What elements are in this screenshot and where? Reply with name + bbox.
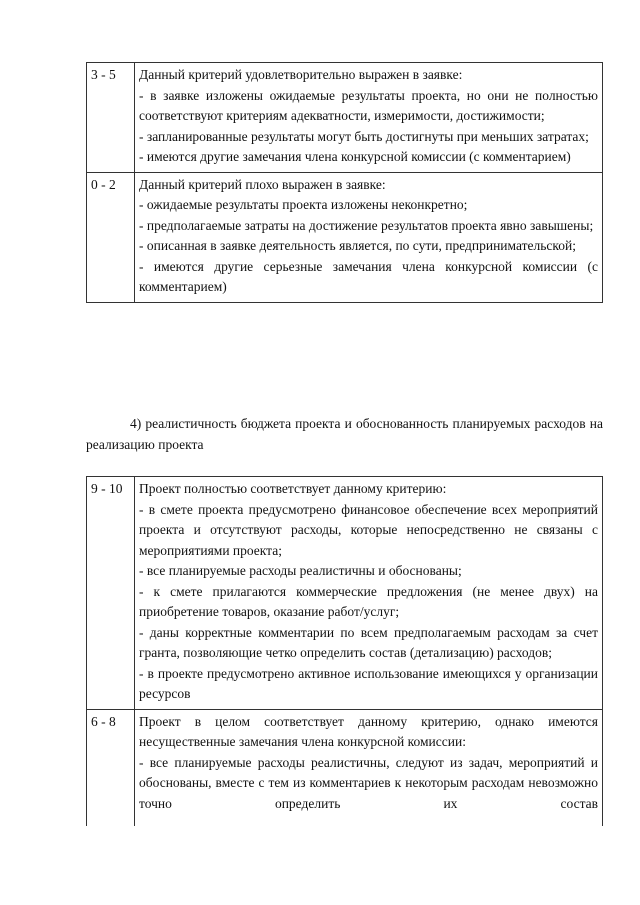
description-line: - в проекте предусмотрено активное использование имеющихся у организации ресурсов [139, 665, 598, 701]
description-line: Проект в целом соответствует данному критерию, однако имеются несущественные замечания члена конкурсной комиссии: [139, 713, 598, 749]
criterion-description [135, 63, 603, 173]
section-heading-text: 4) реалистичность бюджета проекта и обоснованность планируемых расходов на реализацию проекта [86, 416, 603, 452]
description-line: - все планируемые расходы реалистичны и обоснованы; [139, 563, 462, 578]
description-line: - даны корректные комментарии по всем предполагаемым расходам за счет гранта, позволяющие четко определить состав (детализацию) расходов; [139, 624, 598, 660]
table-row [87, 477, 603, 710]
description-line: Данный критерий удовлетворительно выражен в заявке: [139, 67, 463, 82]
description-line: - имеются другие замечания члена конкурсной комиссии (с комментарием) [139, 149, 571, 164]
description-line: - в смете проекта предусмотрено финансовое обеспечение всех мероприятий проекта и отсутствуют расходы, которые непосредственно не связаны с мероприятиями проекта; [139, 501, 598, 558]
description-line: - к смете прилагаются коммерческие предложения (не менее двух) на приобретение товаров, оказание работ/услуг; [139, 583, 598, 619]
description-line: - ожидаемые результаты проекта изложены неконкретно; [139, 197, 468, 212]
description-line: - описанная в заявке деятельность является, по сути, предпринимательской; [139, 238, 577, 253]
description-line: Проект полностью соответствует данному критерию: [139, 481, 447, 496]
score-range: 6 - 8 [87, 709, 135, 826]
criterion-description [135, 709, 603, 826]
description-line: - имеются другие серьезные замечания члена конкурсной комиссии (с комментарием) [139, 258, 598, 294]
description-line: Данный критерий плохо выражен в заявке: [139, 176, 386, 192]
criteria-table-results [86, 62, 603, 303]
table-row [87, 709, 603, 826]
description-line: - в заявке изложены ожидаемые результаты проекта, но они не полностью соответствуют критериям адекватности, измеримости, достижимости; [139, 87, 598, 123]
description-line: - запланированные результаты могут быть достигнуты при меньших затратах; [139, 128, 589, 144]
score-range: 3 - 5 [87, 63, 135, 173]
section-heading [86, 414, 603, 455]
score-range: 9 - 10 [87, 477, 135, 710]
table-row [87, 63, 603, 173]
criterion-description [135, 477, 603, 710]
criteria-table-budget [86, 476, 603, 826]
score-range: 0 - 2 [87, 172, 135, 302]
description-line: - предполагаемые затраты на достижение результатов проекта явно завышены; [139, 217, 594, 233]
table-row [87, 172, 603, 302]
criterion-description [135, 172, 603, 302]
description-line: - все планируемые расходы реалистичны, следуют из задач, мероприятий и обоснованы, вместе с тем из комментариев к некоторым расходам невозможно точно определить их состав [139, 754, 598, 811]
